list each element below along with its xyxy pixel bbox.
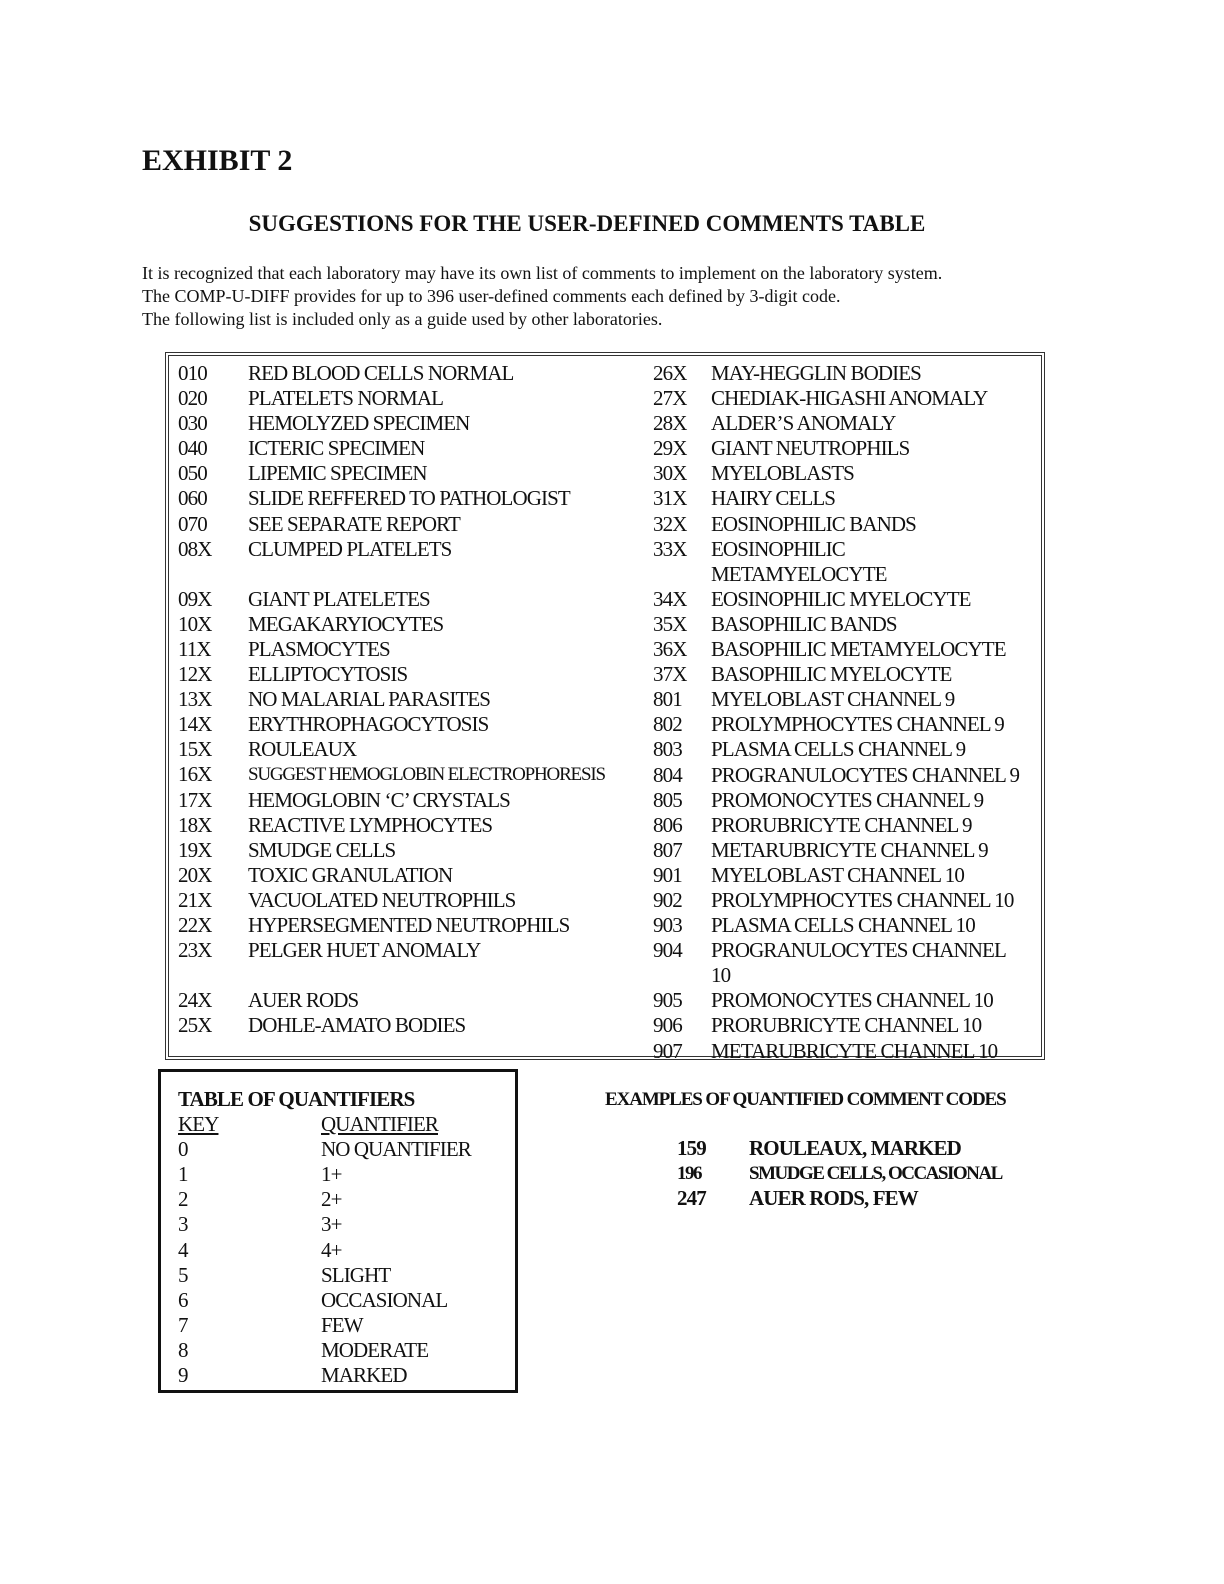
comment-text: SMUDGE CELLS — [248, 837, 396, 862]
comment-row — [178, 813, 638, 838]
comment-text: MAY-HEGGLIN BODIES — [711, 361, 921, 385]
comment-code: 25X — [178, 1013, 212, 1038]
examples-list — [677, 1136, 1006, 1211]
comment-row — [178, 1013, 638, 1038]
comment-row — [653, 763, 1031, 788]
comment-code: 050 — [178, 461, 207, 486]
comment-row — [178, 888, 638, 913]
comment-text: CHEDIAK-HIGASHI ANOMALY — [711, 386, 988, 411]
comment-text: BASOPHILIC METAMYELOCYTE — [711, 637, 1006, 662]
comment-text: MYELOBLAST CHANNEL 10 — [711, 862, 964, 887]
comment-text: PROGRANULOCYTES CHANNEL 9 — [711, 762, 1020, 787]
quantifiers-header-row — [178, 1112, 471, 1137]
comment-text: PELGER HUET ANOMALY — [248, 938, 481, 963]
comment-code: 34X — [653, 586, 687, 611]
comment-text: PROMONOCYTES CHANNEL 10 — [711, 988, 993, 1013]
comment-code: 901 — [653, 862, 682, 887]
comment-row — [653, 361, 1031, 386]
comment-code: 13X — [178, 687, 212, 712]
comment-row — [178, 411, 638, 436]
comment-row — [178, 662, 638, 687]
quantifier-key: 7 — [178, 1312, 188, 1337]
example-code: 247 — [677, 1186, 706, 1211]
comment-code: 27X — [653, 386, 687, 411]
comment-code: 20X — [178, 862, 212, 887]
comment-row — [653, 461, 1031, 486]
comment-code: 10X — [178, 611, 212, 636]
comment-code: 904 — [653, 938, 682, 963]
comment-row — [653, 436, 1031, 461]
intro-line: It is recognized that each laboratory may have its own list of comments to implement on the laboratory system. — [142, 263, 943, 283]
comment-text: HAIRY CELLS — [711, 486, 836, 511]
comment-code: 801 — [653, 687, 682, 712]
comment-row — [653, 938, 1031, 988]
intro-line: The COMP-U-DIFF provides for up to 396 user-defined comments each defined by 3-digit code. — [142, 286, 841, 306]
comment-code: 070 — [178, 511, 207, 536]
quantifier-row — [178, 1363, 471, 1388]
quantifier-key: 9 — [178, 1363, 188, 1388]
comment-code: 09X — [178, 586, 212, 611]
comment-row — [653, 662, 1031, 687]
comment-text: PROLYMPHOCYTES CHANNEL 10 — [711, 887, 1014, 912]
comment-text: PLASMA CELLS CHANNEL 9 — [711, 737, 966, 762]
quantifiers-title: TABLE OF QUANTIFIERS — [178, 1087, 415, 1111]
comment-row — [178, 537, 638, 562]
comment-row — [653, 813, 1031, 838]
section-title: SUGGESTIONS FOR THE USER-DEFINED COMMENTS TABLE — [248, 211, 926, 236]
comment-text: ROULEAUX — [248, 737, 357, 762]
comment-text: HEMOGLOBIN ‘C’ CRYSTALS — [248, 787, 510, 812]
comment-row — [178, 512, 638, 537]
comment-code: 28X — [653, 411, 687, 436]
comment-code: 18X — [178, 812, 212, 837]
examples-title: EXAMPLES OF QUANTIFIED COMMENT CODES — [605, 1089, 1006, 1110]
quantifier-key: 1 — [178, 1162, 188, 1187]
comment-code: 17X — [178, 787, 212, 812]
comment-row — [653, 1013, 1031, 1038]
comment-row — [178, 637, 638, 662]
comment-code: 32X — [653, 511, 687, 536]
comment-text: PLASMA CELLS CHANNEL 10 — [711, 913, 975, 938]
example-text: AUER RODS, FEW — [749, 1186, 918, 1211]
comments-table-inner-border — [168, 355, 1042, 1063]
comment-code: 903 — [653, 913, 682, 938]
quantifier-key: 6 — [178, 1287, 188, 1312]
intro-line: The following list is included only as a guide used by other laboratories. — [142, 309, 663, 329]
comment-code: 15X — [178, 737, 212, 762]
comment-code: 30X — [653, 461, 687, 486]
comment-text: BASOPHILIC BANDS — [711, 611, 897, 636]
comment-row — [653, 888, 1031, 913]
comment-text: ICTERIC SPECIMEN — [248, 436, 425, 461]
comment-row — [178, 788, 638, 813]
examples-section — [605, 1089, 1006, 1211]
quantifier-value: 1+ — [321, 1162, 342, 1187]
comment-row — [653, 737, 1031, 762]
comment-text: VACUOLATED NEUTROPHILS — [248, 887, 516, 912]
comment-text: HEMOLYZED SPECIMEN — [248, 411, 470, 436]
quantifiers-table — [158, 1069, 518, 1393]
example-text: SMUDGE CELLS, OCCASIONAL — [749, 1163, 1002, 1185]
comment-code: 22X — [178, 912, 212, 937]
comment-row — [178, 436, 638, 461]
quantifier-value: SLIGHT — [321, 1262, 391, 1287]
comment-row — [178, 687, 638, 712]
comment-text: METARUBRICYTE CHANNEL 10 — [711, 1038, 998, 1063]
quantifier-row — [178, 1162, 471, 1187]
comment-text: PROLYMPHOCYTES CHANNEL 9 — [711, 712, 1004, 737]
comment-text: DOHLE-AMATO BODIES — [248, 1013, 466, 1038]
comment-code: 802 — [653, 712, 682, 737]
comment-text: CLUMPED PLATELETS — [248, 536, 452, 561]
comment-text: EOSINOPHILIC MYELOCYTE — [711, 586, 971, 611]
comment-code: 805 — [653, 787, 682, 812]
comment-text: NO MALARIAL PARASITES — [248, 687, 491, 712]
row-spacer — [178, 562, 638, 587]
comment-text: PLASMOCYTES — [248, 636, 390, 661]
comment-row — [178, 386, 638, 411]
comment-row — [178, 587, 638, 612]
example-row — [677, 1161, 1006, 1186]
comment-row — [653, 411, 1031, 436]
comment-row — [653, 863, 1031, 888]
comment-row — [178, 863, 638, 888]
comment-text: SLIDE REFFERED TO PATHOLOGIST — [248, 486, 570, 511]
comment-code: 35X — [653, 611, 687, 636]
quantifier-value: MODERATE — [321, 1337, 429, 1362]
comment-row — [653, 612, 1031, 637]
comment-code: 906 — [653, 1013, 682, 1038]
quantifier-key: 0 — [178, 1137, 188, 1162]
comment-text: SUGGEST HEMOGLOBIN ELECTROPHORESIS — [248, 764, 605, 786]
comment-code: 14X — [178, 712, 212, 737]
comment-row — [653, 537, 1031, 587]
comment-row — [653, 838, 1031, 863]
comment-code: 29X — [653, 436, 687, 461]
comment-text: EOSINOPHILIC BANDS — [711, 511, 916, 536]
quantifier-value: FEW — [321, 1312, 363, 1337]
comment-text: RED BLOOD CELLS NORMAL — [248, 361, 514, 385]
example-code: 159 — [677, 1136, 706, 1160]
comment-code: 030 — [178, 411, 207, 436]
quantifier-row — [178, 1263, 471, 1288]
quantifiers-content — [178, 1087, 471, 1388]
comment-code: 19X — [178, 837, 212, 862]
comment-row — [178, 612, 638, 637]
comment-row — [653, 587, 1031, 612]
comment-code: 060 — [178, 486, 207, 511]
comment-code: 11X — [178, 636, 211, 661]
comment-text: LIPEMIC SPECIMEN — [248, 461, 427, 486]
comment-row — [178, 988, 638, 1013]
quantifier-key: 2 — [178, 1187, 188, 1212]
comment-text: ELLIPTOCYTOSIS — [248, 662, 408, 687]
comment-row — [178, 737, 638, 762]
quantifier-row — [178, 1187, 471, 1212]
exhibit-title: EXHIBIT 2 — [142, 144, 293, 177]
example-row — [677, 1136, 1006, 1161]
comment-row — [178, 461, 638, 486]
intro-paragraph — [142, 262, 1142, 331]
comment-text: PRORUBRICYTE CHANNEL 10 — [711, 1013, 982, 1038]
comment-code: 37X — [653, 662, 687, 687]
example-row — [677, 1186, 1006, 1211]
comment-code: 24X — [178, 988, 212, 1013]
comment-code: 08X — [178, 536, 212, 561]
comment-row — [178, 913, 638, 938]
comment-text: TOXIC GRANULATION — [248, 862, 453, 887]
comment-code: 803 — [653, 737, 682, 762]
quantifier-row — [178, 1137, 471, 1162]
quantifier-value: 3+ — [321, 1212, 342, 1237]
example-text: ROULEAUX, MARKED — [749, 1136, 961, 1160]
comment-row — [653, 512, 1031, 537]
comment-row — [178, 712, 638, 737]
quantifier-row — [178, 1288, 471, 1313]
comment-code: 31X — [653, 486, 687, 511]
comment-text: PROGRANULOCYTES CHANNEL 10 — [711, 938, 1006, 988]
quantifier-row — [178, 1313, 471, 1338]
comment-row — [653, 788, 1031, 813]
comment-code: 010 — [178, 361, 207, 385]
comment-code: 12X — [178, 662, 212, 687]
quantifier-value: 2+ — [321, 1187, 342, 1212]
comment-row — [178, 762, 638, 787]
comment-text: REACTIVE LYMPHOCYTES — [248, 812, 493, 837]
comment-text: METARUBRICYTE CHANNEL 9 — [711, 837, 988, 862]
comment-text: MYELOBLAST CHANNEL 9 — [711, 687, 955, 712]
comment-row — [653, 988, 1031, 1013]
comment-row — [178, 486, 638, 511]
comment-code: 020 — [178, 386, 207, 411]
comment-text: SEE SEPARATE REPORT — [248, 511, 460, 536]
comment-text: GIANT PLATELETES — [248, 586, 430, 611]
comment-text: AUER RODS — [248, 988, 359, 1013]
comment-text: PRORUBRICYTE CHANNEL 9 — [711, 812, 972, 837]
comment-row — [653, 687, 1031, 712]
comment-row — [178, 838, 638, 863]
comment-code: 33X — [653, 536, 687, 561]
comment-text: EOSINOPHILIC METAMYELOCYTE — [711, 536, 887, 586]
comment-text: GIANT NEUTROPHILS — [711, 436, 910, 461]
comment-text: ERYTHROPHAGOCYTOSIS — [248, 712, 489, 737]
comment-row — [178, 361, 638, 386]
comment-code: 36X — [653, 637, 687, 662]
comments-left-column — [178, 361, 638, 1038]
comment-code: 040 — [178, 436, 207, 461]
comment-code: 907 — [653, 1038, 682, 1063]
quantifier-row — [178, 1238, 471, 1263]
quantifier-value: NO QUANTIFIER — [321, 1137, 471, 1162]
comment-row — [178, 938, 638, 963]
comment-code: 806 — [653, 812, 682, 837]
quantifier-key: 5 — [178, 1262, 188, 1287]
quantifier-key: 3 — [178, 1212, 188, 1237]
comment-code: 807 — [653, 837, 682, 862]
comment-row — [653, 486, 1031, 511]
comment-text: BASOPHILIC MYELOCYTE — [711, 662, 952, 687]
row-spacer — [178, 963, 638, 988]
comment-text: ALDER’S ANOMALY — [711, 411, 896, 436]
comment-row — [653, 712, 1031, 737]
key-header: KEY — [178, 1112, 219, 1137]
quantifier-header: QUANTIFIER — [321, 1112, 438, 1137]
comment-text: PLATELETS NORMAL — [248, 386, 444, 411]
quantifier-row — [178, 1338, 471, 1363]
comment-row — [653, 637, 1031, 662]
comment-code: 902 — [653, 887, 682, 912]
comment-text: PROMONOCYTES CHANNEL 9 — [711, 787, 984, 812]
comment-code: 23X — [178, 938, 212, 963]
comment-text: MEGAKARYIOCYTES — [248, 611, 444, 636]
comments-table — [165, 352, 1045, 1063]
comments-right-column — [653, 361, 1031, 1064]
example-code: 196 — [677, 1163, 701, 1185]
comment-code: 16X — [178, 762, 212, 787]
quantifier-value: OCCASIONAL — [321, 1287, 448, 1312]
quantifier-value: 4+ — [321, 1237, 342, 1262]
quantifier-key: 8 — [178, 1337, 188, 1362]
comment-code: 804 — [653, 762, 682, 787]
comment-text: MYELOBLASTS — [711, 461, 854, 486]
comment-code: 21X — [178, 887, 212, 912]
comment-row — [653, 386, 1031, 411]
comment-text: HYPERSEGMENTED NEUTROPHILS — [248, 912, 570, 937]
quantifier-key: 4 — [178, 1237, 188, 1262]
comment-code: 26X — [653, 361, 687, 385]
comment-code: 905 — [653, 988, 682, 1013]
quantifier-row — [178, 1212, 471, 1237]
comment-row — [653, 913, 1031, 938]
comment-row — [653, 1039, 1031, 1064]
quantifier-value: MARKED — [321, 1363, 407, 1388]
